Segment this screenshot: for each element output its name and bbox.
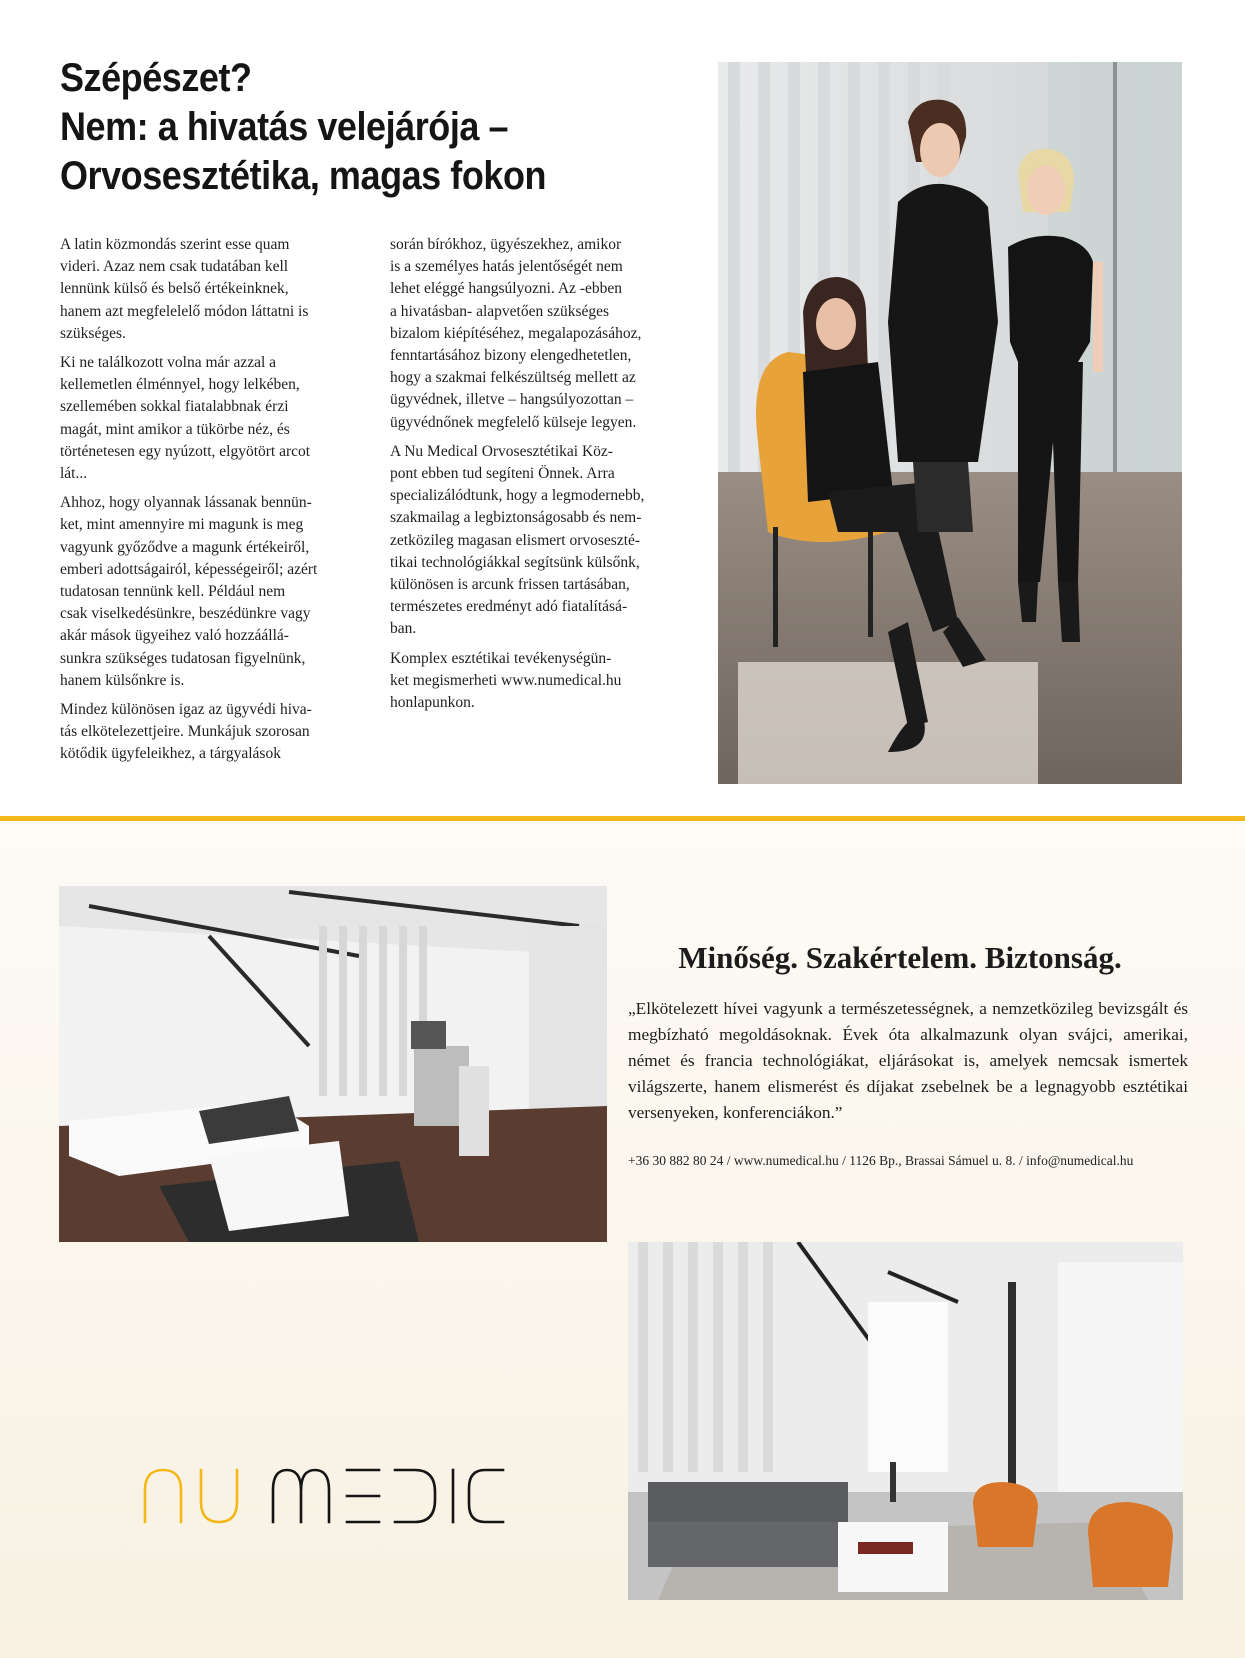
article-column-left — [60, 234, 378, 773]
paragraph: A Nu Medical Orvosesztétikai Köz- pont ebben tud segíteni Önnek. Arra specializálódtunk, hogy a legmodernebb, szakmailag a legbiztonságosabb és nem- zetközileg magasan elismert orvoseszté- tikai technológiákkal segítsünk külsőnk, különösen is arcunk frissen tartásában, természetes eredményt adó fiatalításá- ban. — [390, 442, 645, 638]
paragraph: Ahhoz, hogy olyannak lássanak bennün- ket, mint amennyire mi magunk is meg vagyunk győződve a magunk értékeiről, emberi adottságairól, képességeiről; azért tudatosan tennünk kell. Például nem csak viselkedésünkre, beszédünkre vagy akár mások ügyeihez való hozzáállá- sunkra szükséges tudatosan figyelnünk, hanem külsőnkre is. — [60, 494, 318, 689]
paragraph: során bírókhoz, ügyészekhez, amikor is a személyes hatás jelentőségét nem lehet eléggé hangsúlyozni. Az -ebben a hivatásban- alapvetően szükséges bizalom kiépítéséhez, megalapozásához, fenntartásához bizony elengedhetetlen, hogy a szakmai felkészültség mellett az ügyvédnek, illetve – hangsúlyozottan – ügyvédnőnek megfelelő külseje legyen. — [390, 236, 642, 431]
nu-medical-logo-mark — [143, 1462, 523, 1526]
nu-medical-logo — [143, 1462, 523, 1526]
paragraph: Komplex esztétikai tevékenységün- ket megismerheti www.numedical.hu honlapunkon. — [390, 649, 622, 712]
headline-line-1: Szépészet? — [60, 56, 252, 100]
ad-tagline: Minőség. Szakértelem. Biztonság. — [678, 940, 1122, 975]
article-headline — [60, 54, 600, 201]
paragraph: A latin közmondás szerint esse quam videri. Azaz nem csak tudatában kell lennünk külső és belső értékeinknek, hanem azt megfelelelő módon láttatni is szükséges. — [60, 236, 309, 342]
team-photo — [718, 62, 1182, 784]
treatment-room-photo — [59, 886, 607, 1242]
article-column-right — [390, 234, 690, 721]
contact-line: +36 30 882 80 24 / www.numedical.hu / 1126 Bp., Brassai Sámuel u. 8. / info@numedical.hu — [628, 1153, 1134, 1168]
headline-line-2: Nem: a hivatás velejárója – — [60, 105, 509, 149]
ad-quote: „Elkötelezett hívei vagyunk a természetességnek, a nemzetközileg bevizsgált és megbízható megoldásoknak. Évek óta alkalmazunk olyan svájci, amerikai, német és francia technológiákat, eljárásokat is, amelyek nemcsak ismertek világszerte, hanem elismerést és díjakat zsebelnek be a legnagyobb esztétikai versenyeken, konferenciákon.” — [628, 999, 1188, 1122]
lounge-photo — [628, 1242, 1183, 1600]
accent-divider — [0, 816, 1245, 821]
headline-line-3: Orvosesztétika, magas fokon — [60, 154, 547, 198]
paragraph: Mindez különösen igaz az ügyvédi hiva- tás elkötelezettjeire. Munkájuk szorosan kötődik ügyfeleikhez, a tárgyalások — [60, 701, 312, 763]
paragraph: Ki ne találkozott volna már azzal a kellemetlen élménnyel, hogy lelkében, szellemében sokkal fiatalabbnak érzi magát, mint amikor a tükörbe néz, és történetesen egy nyúzott, elgyötört arcot lát... — [60, 354, 311, 483]
